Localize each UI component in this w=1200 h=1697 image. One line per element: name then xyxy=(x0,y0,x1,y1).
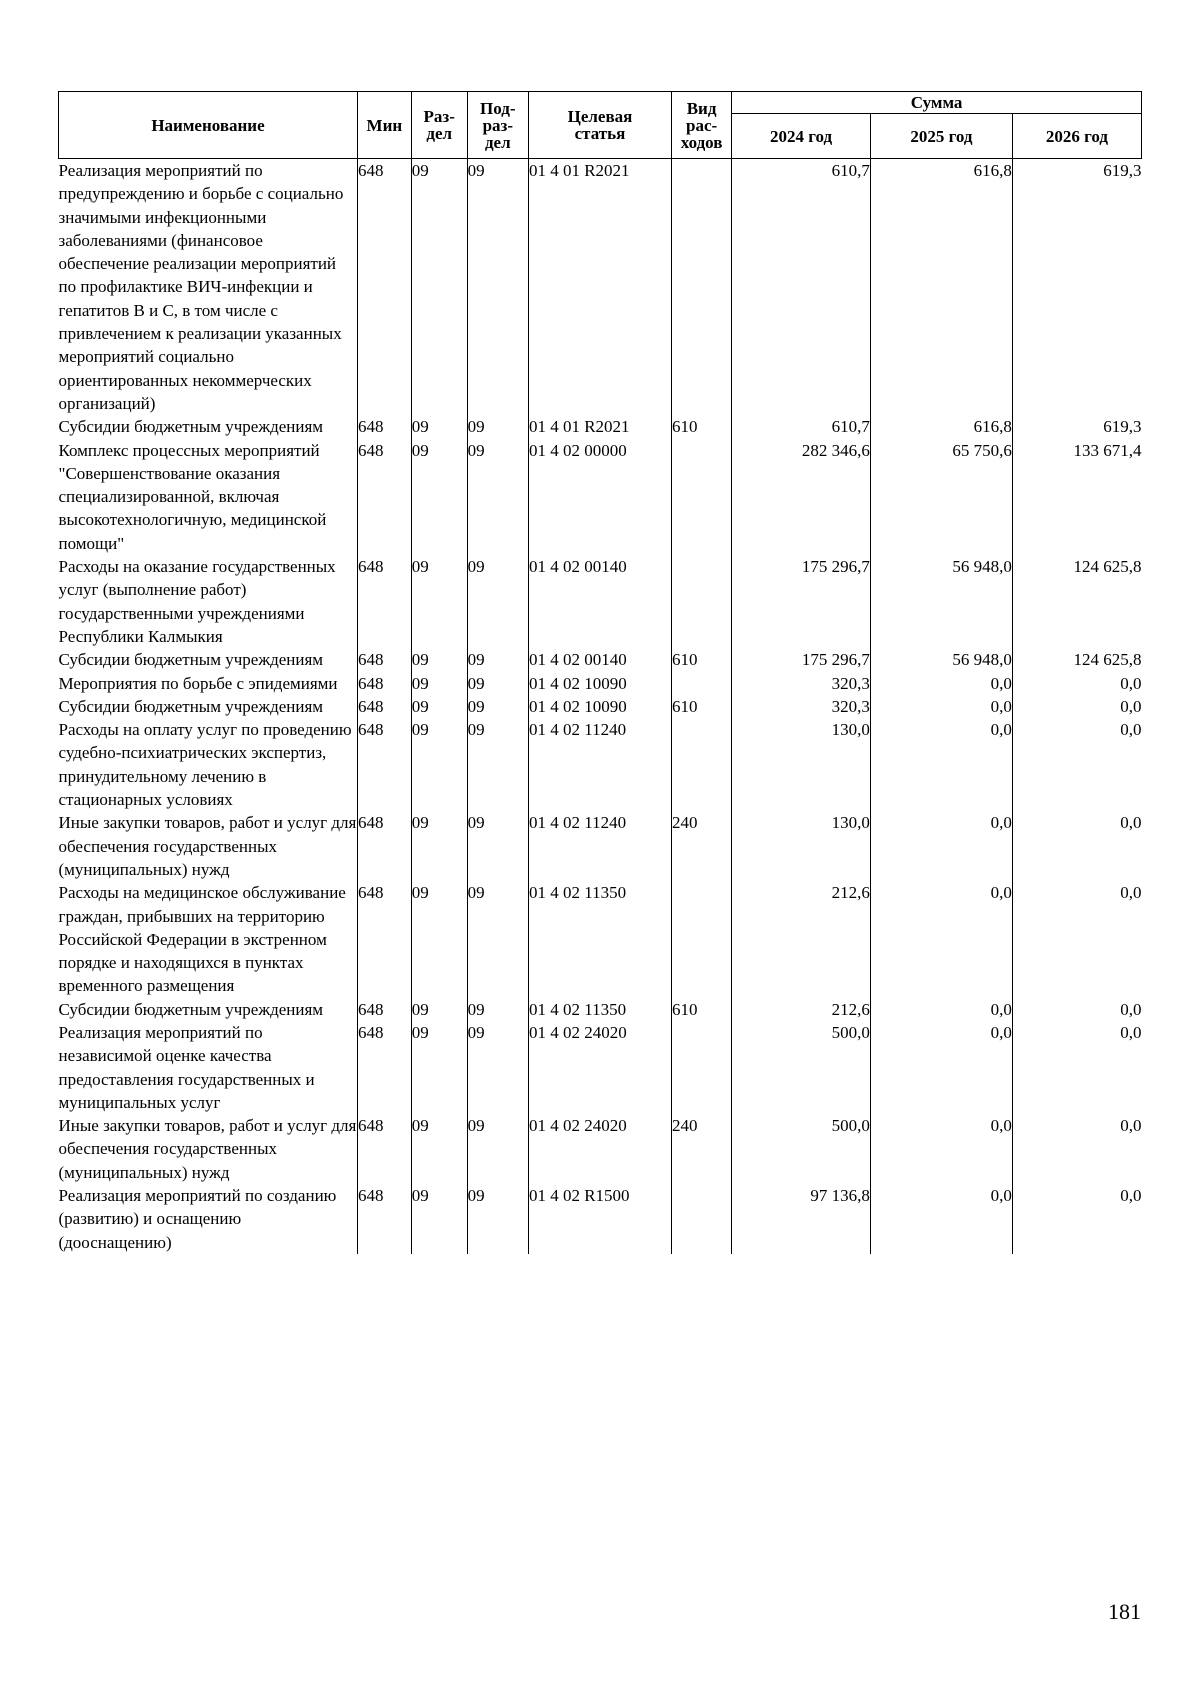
cell-2026: 619,3 xyxy=(1012,159,1141,416)
cell-podrazdel: 09 xyxy=(467,998,528,1021)
cell-min: 648 xyxy=(357,881,411,997)
cell-min: 648 xyxy=(357,672,411,695)
header-2025: 2025 год xyxy=(870,114,1012,159)
cell-podrazdel: 09 xyxy=(467,881,528,997)
cell-podrazdel: 09 xyxy=(467,718,528,811)
table-row xyxy=(59,718,1142,811)
cell-2025: 0,0 xyxy=(870,998,1012,1021)
cell-min: 648 xyxy=(357,811,411,881)
cell-target: 01 4 02 11350 xyxy=(528,998,671,1021)
cell-target: 01 4 02 00140 xyxy=(528,648,671,671)
cell-razdel: 09 xyxy=(411,695,467,718)
cell-name: Комплекс процессных мероприятий "Совершенствование оказания специализированной, включая высокотехнологичную, медицинской помощи" xyxy=(59,439,358,555)
cell-podrazdel: 09 xyxy=(467,439,528,555)
cell-2025: 0,0 xyxy=(870,695,1012,718)
cell-vid: 240 xyxy=(671,811,731,881)
cell-razdel: 09 xyxy=(411,998,467,1021)
cell-razdel: 09 xyxy=(411,1021,467,1114)
cell-min: 648 xyxy=(357,718,411,811)
cell-target: 01 4 02 10090 xyxy=(528,672,671,695)
cell-name: Реализация мероприятий по предупреждению и борьбе с социально значимыми инфекционными заболеваниями (финансовое обеспечение реализации мероприятий по профилактике ВИЧ-инфекции и гепатитов В и С, в том числе с привлечением к реализации указанных мероприятий социально ориентированных некоммерческих организаций) xyxy=(59,159,358,416)
budget-table xyxy=(58,91,1142,1254)
header-podrazdel: Под- раз- дел xyxy=(467,92,528,159)
cell-name: Мероприятия по борьбе с эпидемиями xyxy=(59,672,358,695)
cell-vid xyxy=(671,1184,731,1254)
table-row xyxy=(59,1114,1142,1184)
cell-vid: 610 xyxy=(671,695,731,718)
cell-razdel: 09 xyxy=(411,555,467,648)
cell-name: Расходы на медицинское обслуживание граждан, прибывших на территорию Российской Федерации в экстренном порядке и находящихся в пунктах временного размещения xyxy=(59,881,358,997)
cell-min: 648 xyxy=(357,1021,411,1114)
header-2024: 2024 год xyxy=(732,114,871,159)
table-row xyxy=(59,648,1142,671)
cell-2026: 0,0 xyxy=(1012,998,1141,1021)
cell-target: 01 4 02 10090 xyxy=(528,695,671,718)
cell-target: 01 4 01 R2021 xyxy=(528,415,671,438)
cell-2026: 0,0 xyxy=(1012,1114,1141,1184)
cell-2026: 0,0 xyxy=(1012,881,1141,997)
cell-2024: 130,0 xyxy=(732,718,871,811)
header-target: Целевая статья xyxy=(528,92,671,159)
cell-2025: 0,0 xyxy=(870,881,1012,997)
cell-razdel: 09 xyxy=(411,672,467,695)
cell-name: Субсидии бюджетным учреждениям xyxy=(59,695,358,718)
cell-2025: 65 750,6 xyxy=(870,439,1012,555)
table-row xyxy=(59,672,1142,695)
cell-podrazdel: 09 xyxy=(467,811,528,881)
cell-2025: 0,0 xyxy=(870,718,1012,811)
page-number: 181 xyxy=(1108,1599,1141,1624)
table-row xyxy=(59,159,1142,416)
header-min: Мин xyxy=(357,92,411,159)
table-row xyxy=(59,811,1142,881)
cell-vid xyxy=(671,718,731,811)
cell-razdel: 09 xyxy=(411,1114,467,1184)
cell-2026: 0,0 xyxy=(1012,1184,1141,1254)
cell-2024: 175 296,7 xyxy=(732,648,871,671)
table-body xyxy=(59,159,1142,1254)
cell-2024: 212,6 xyxy=(732,881,871,997)
cell-min: 648 xyxy=(357,648,411,671)
cell-2026: 133 671,4 xyxy=(1012,439,1141,555)
header-summa: Сумма xyxy=(732,92,1142,114)
cell-podrazdel: 09 xyxy=(467,648,528,671)
cell-vid xyxy=(671,672,731,695)
cell-podrazdel: 09 xyxy=(467,695,528,718)
table-row xyxy=(59,1021,1142,1114)
cell-min: 648 xyxy=(357,1184,411,1254)
cell-target: 01 4 02 24020 xyxy=(528,1021,671,1114)
cell-2024: 610,7 xyxy=(732,159,871,416)
header-name: Наименование xyxy=(59,92,358,159)
cell-2026: 0,0 xyxy=(1012,695,1141,718)
cell-2024: 320,3 xyxy=(732,672,871,695)
cell-min: 648 xyxy=(357,555,411,648)
cell-razdel: 09 xyxy=(411,648,467,671)
header-vid: Вид рас- ходов xyxy=(671,92,731,159)
cell-2026: 0,0 xyxy=(1012,811,1141,881)
cell-vid xyxy=(671,555,731,648)
cell-razdel: 09 xyxy=(411,811,467,881)
cell-vid: 610 xyxy=(671,648,731,671)
cell-target: 01 4 02 11240 xyxy=(528,811,671,881)
cell-vid xyxy=(671,881,731,997)
cell-name: Расходы на оплату услуг по проведению судебно-психиатрических экспертиз, принудительному лечению в стационарных условиях xyxy=(59,718,358,811)
cell-vid: 240 xyxy=(671,1114,731,1184)
header-razdel: Раз- дел xyxy=(411,92,467,159)
cell-podrazdel: 09 xyxy=(467,159,528,416)
cell-2024: 500,0 xyxy=(732,1021,871,1114)
cell-2025: 616,8 xyxy=(870,415,1012,438)
cell-2024: 610,7 xyxy=(732,415,871,438)
cell-2024: 97 136,8 xyxy=(732,1184,871,1254)
cell-2025: 0,0 xyxy=(870,672,1012,695)
cell-razdel: 09 xyxy=(411,1184,467,1254)
cell-name: Иные закупки товаров, работ и услуг для обеспечения государственных (муниципальных) нужд xyxy=(59,811,358,881)
header-2026: 2026 год xyxy=(1012,114,1141,159)
cell-2026: 124 625,8 xyxy=(1012,555,1141,648)
cell-podrazdel: 09 xyxy=(467,555,528,648)
cell-2026: 0,0 xyxy=(1012,672,1141,695)
cell-name: Субсидии бюджетным учреждениям xyxy=(59,415,358,438)
cell-target: 01 4 02 00000 xyxy=(528,439,671,555)
cell-2025: 0,0 xyxy=(870,1114,1012,1184)
cell-podrazdel: 09 xyxy=(467,672,528,695)
cell-vid: 610 xyxy=(671,415,731,438)
cell-name: Реализация мероприятий по независимой оценке качества предоставления государственных и муниципальных услуг xyxy=(59,1021,358,1114)
table-row xyxy=(59,415,1142,438)
cell-razdel: 09 xyxy=(411,415,467,438)
cell-target: 01 4 02 24020 xyxy=(528,1114,671,1184)
cell-2024: 282 346,6 xyxy=(732,439,871,555)
cell-name: Иные закупки товаров, работ и услуг для обеспечения государственных (муниципальных) нужд xyxy=(59,1114,358,1184)
cell-podrazdel: 09 xyxy=(467,1021,528,1114)
cell-vid xyxy=(671,1021,731,1114)
table-row xyxy=(59,998,1142,1021)
cell-min: 648 xyxy=(357,998,411,1021)
cell-min: 648 xyxy=(357,159,411,416)
cell-razdel: 09 xyxy=(411,159,467,416)
cell-vid xyxy=(671,439,731,555)
cell-min: 648 xyxy=(357,1114,411,1184)
cell-razdel: 09 xyxy=(411,439,467,555)
cell-2025: 0,0 xyxy=(870,1021,1012,1114)
cell-2024: 320,3 xyxy=(732,695,871,718)
cell-target: 01 4 01 R2021 xyxy=(528,159,671,416)
cell-2024: 212,6 xyxy=(732,998,871,1021)
cell-2025: 616,8 xyxy=(870,159,1012,416)
cell-min: 648 xyxy=(357,695,411,718)
cell-2026: 0,0 xyxy=(1012,1021,1141,1114)
cell-2025: 56 948,0 xyxy=(870,648,1012,671)
table-row xyxy=(59,555,1142,648)
cell-min: 648 xyxy=(357,415,411,438)
cell-name: Расходы на оказание государственных услуг (выполнение работ) государственными учреждениями Республики Калмыкия xyxy=(59,555,358,648)
table-row xyxy=(59,1184,1142,1254)
table-row xyxy=(59,881,1142,997)
table-row xyxy=(59,439,1142,555)
cell-vid: 610 xyxy=(671,998,731,1021)
cell-target: 01 4 02 11350 xyxy=(528,881,671,997)
cell-target: 01 4 02 11240 xyxy=(528,718,671,811)
cell-2024: 500,0 xyxy=(732,1114,871,1184)
cell-podrazdel: 09 xyxy=(467,1184,528,1254)
cell-2025: 0,0 xyxy=(870,811,1012,881)
table-row xyxy=(59,695,1142,718)
cell-razdel: 09 xyxy=(411,718,467,811)
cell-podrazdel: 09 xyxy=(467,1114,528,1184)
cell-2024: 130,0 xyxy=(732,811,871,881)
cell-2026: 124 625,8 xyxy=(1012,648,1141,671)
cell-target: 01 4 02 00140 xyxy=(528,555,671,648)
cell-2026: 619,3 xyxy=(1012,415,1141,438)
cell-vid xyxy=(671,159,731,416)
cell-target: 01 4 02 R1500 xyxy=(528,1184,671,1254)
cell-name: Реализация мероприятий по созданию (развитию) и оснащению (дооснащению) xyxy=(59,1184,358,1254)
cell-name: Субсидии бюджетным учреждениям xyxy=(59,998,358,1021)
cell-2025: 56 948,0 xyxy=(870,555,1012,648)
cell-podrazdel: 09 xyxy=(467,415,528,438)
cell-2025: 0,0 xyxy=(870,1184,1012,1254)
cell-2024: 175 296,7 xyxy=(732,555,871,648)
table-header xyxy=(59,92,1142,159)
cell-2026: 0,0 xyxy=(1012,718,1141,811)
cell-min: 648 xyxy=(357,439,411,555)
cell-name: Субсидии бюджетным учреждениям xyxy=(59,648,358,671)
cell-razdel: 09 xyxy=(411,881,467,997)
